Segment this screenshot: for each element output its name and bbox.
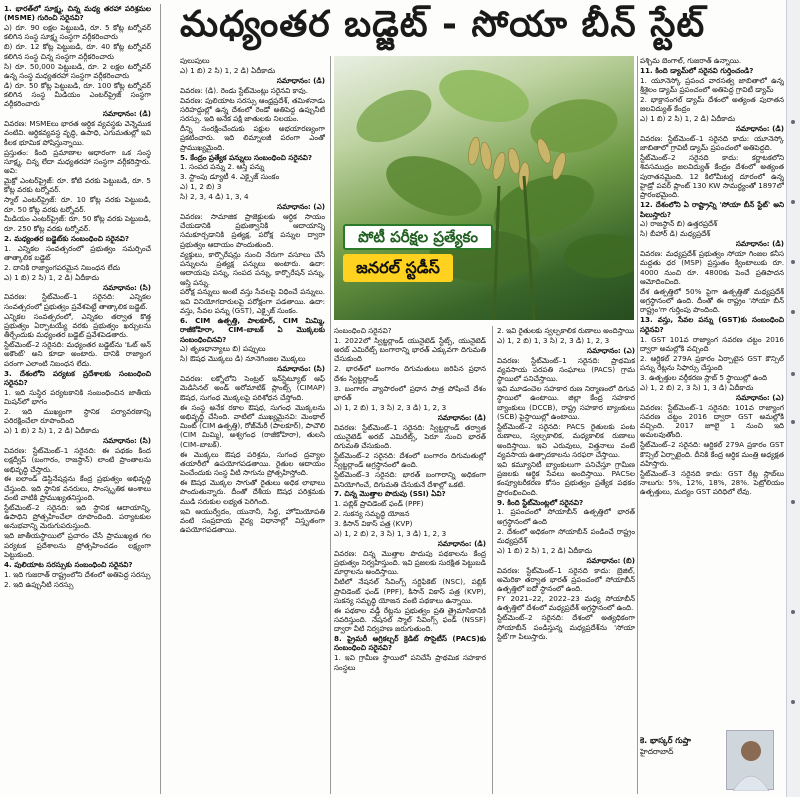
column-paragraph: స్టేట్‌మెంట్–2 సరైనది కాదు: కర్ణాటకలోని శివసముద్రం జలవిద్యుత్ కేంద్రం దేశంలో అత్యంత పురాతనమైంది. 12 కిలోమీటర్ల దూరంలో ఉన్న హైడ్రో పవర్ ప్లాంట్ 130 KW సామర్థ్యంతో 1897లో ప్రారంభమైంది. [640,153,784,200]
column-paragraph: 3. బంగారం వ్యాపారంలో ప్రధాన పాత్ర పోషించే దేశం భారత్ [334,383,486,402]
column-paragraph: పశ్చిమ బెంగాల్, గుజరాత్ ఉన్నాయి. [640,56,742,65]
column-paragraph: FY 2021–22, 2022–23 మధ్య సోయాబీన్ ఉత్పత్తిలో దేశంలో మధ్యప్రదేశ్ అగ్రస్థానంలో ఉంది. [497,594,635,613]
column-paragraph: సమాధానం: (బి) [586,555,635,565]
column-paragraph: స్టేట్‌మెంట్–2 సరైనది: దేశంలో అత్యధికంగా సోయాబీన్ పండిస్తున్న మధ్యప్రదేశ్‌ను 'సోయా స్టేట్'గా పిలుస్తారు. [497,613,635,641]
column-paragraph: ఎ) 1, 2 బి) 1, 3 సి) 2, 3 డి) 1, 2, 3 [497,335,610,345]
column-paragraph: 2. దేశంలో అధికంగా సోయాబీన్ పండించే రాష్ట్రం మధ్యప్రదేశ్ [497,526,635,545]
column-paragraph: వివరణ: (డి). రెండు స్టేట్‌మెంట్లు సరైనవి కావు. [180,85,308,95]
column-paragraph: 8. ప్రైమరీ అగ్రికల్చర్ క్రెడిట్ సొసైటీస్ (PACS)కు సంబంధించి సరైనవి? [334,634,486,653]
column-paragraph: వ్యక్తులు, కార్పొరేషన్లు నుంచి నేరుగా వసూలు చేసే పన్నులను ప్రత్యక్ష పన్నులు అంటారు. ఉదా: ఆదాయపు పన్ను, సంపద పన్ను, కార్పొరేషన్ పన్ను, ఆస్తి పన్ను. [180,249,325,287]
column-paragraph: ఎ) 1, 2 బి) 3 [180,182,222,192]
column-paragraph: పులుపులు [180,56,210,65]
column-paragraph: ఇది జాతీయస్థాయిలో ప్రచారం చేసే ప్రాముఖ్యత గల పర్యటక ప్రదేశాలను ప్రోత్సహించడం లక్ష్యంగా పెట్టుకుంది. [4,531,151,559]
edge-dot [791,610,795,614]
column-paragraph: 4. పులియాట సరస్సుకు సంబంధించి సరైనవి? [4,559,133,569]
column-3 [334,326,486,797]
column-paragraph: ఈ మొక్కలు ఔషధ పరిశ్రమ, సుగంధ ద్రవ్యాల తయారీలో ఉపయోగపడతాయి. రైతుల ఆదాయం పెంచేందుకు సంస్థ వీటి సాగును ప్రోత్సహిస్తోంది. [180,449,325,478]
column-paragraph: మీడియం ఎంటర్‌ప్రైజ్: రూ. 50 కోట్ల వరకు పెట్టుబడి, రూ. 250 కోట్ల వరకు టర్నోవర్. [4,214,151,233]
column-paragraph: వివరణ: లక్నోలోని సెంట్రల్ ఇన్‌స్టిట్యూట్ ఆఫ్ మెడిసినల్ అండ్ అరోమాటిక్ ప్లాంట్స్ (CIMAP) ఔషధ, సుగంధ మొక్కలపై పరిశోధన చేస్తోంది. [180,374,325,402]
column-paragraph: 2. ఇది ముఖ్యంగా స్థానిక పర్యావరణాన్ని పరిరక్షించేలా రూపొందింది [4,406,151,426]
column-paragraph: సమాధానం: (డి) [735,124,784,134]
column-paragraph: ఈ సంస్థ అనేక రకాల ఔషధ, సుగంధ మొక్కలను అభివృద్ధి చేసింది. వాటిలో ముఖ్యమైనవి: మెంథాల్ మింట్ (CIM ఉత్పత్తి), రోజ్‌మేరీ (పాలకూర్), పాచౌలి (CIM మిమ్మి), అశ్వగంధ (రాజీకోహిరా), తులసి (CIM–బాబక్). [180,402,325,449]
column-paragraph: 11. కింది డ్యామ్‌లో సరైనవి గుర్తించండి? [640,65,754,75]
column-paragraph: ఎ) 1, 2 బి) 2, 3 సి) 1, 3 డి) 1, 2, 3 [334,528,447,538]
column-paragraph: ఎ) 1 బి) 2 సి) 1, 2 డి) ఏదీకాదు [4,272,100,282]
column-paragraph: ఎ) 1 బి) 2 సి) 1, 2 డి) ఏదీకాదు [640,114,736,124]
edge-dot [791,500,795,504]
column-paragraph: ఈ ఐలాండ్ డెస్టినేషన్లను కేంద్ర ప్రభుత్వం అభివృద్ధి చేస్తుంది. ఇది స్థానిక వనరులు, సాంస్కృతిక అంశాలు వంటి వాటికి ప్రాముఖ్యతనిస్తుంది. [4,474,151,502]
column-paragraph: సమాధానం: (డి) [437,412,486,422]
column-paragraph: వివరణ: స్టేట్‌మెంట్–1 సరైనది: స్విట్జర్లాండ్ తర్వాత యునైటెడ్ అరబ్ ఎమిరేట్స్, పెరూ నుంచి భారత్ దిగుమతి చేసుకుంది. [334,422,486,451]
column-paragraph: సమాధానం: (డి) [437,538,486,548]
column-paragraph: 1. ఇవి గ్రామీణ స్థాయిలో పనిచేసే ప్రాథమిక సహకార సంస్థలు [334,653,486,672]
column-paragraph: 1. ఎన్నికల సంవత్సరంలో ప్రభుత్వం సమర్పించే తాత్కాలిక బడ్జెట్ [4,243,151,262]
column-paragraph: వివరణ: స్టేట్‌మెంట్–1 సరైనది కాదు: బ్రెజిల్, అమెరికా తర్వాత భారత్ ప్రపంచంలో సోయాబీన్ ఉత్పత్తిలో ఐదో స్థానంలో ఉంది. [497,565,635,594]
column-paragraph: వివరణ: సామాజిక ప్రాజెక్టులకు ఆర్థిక సాయం చేయడానికి ప్రభుత్వానికి ఆదాయాన్ని సమకూర్చడానికి ప్రత్యక్ష, పరోక్ష పన్నుల ద్వారా ప్రభుత్వం ఆదాయం పొందుతుంది. [180,211,325,249]
column-paragraph: స్మాల్ ఎంటర్‌ప్రైజ్: రూ. 10 కోట్ల వరకు పెట్టుబడి, రూ. 50 కోట్ల వరకు టర్నోవర్. [4,195,151,214]
column-paragraph: ఎన్నికల సంవత్సరంలో, ఎన్నికల తర్వాత కొత్త ప్రభుత్వం ఏర్పాటయ్యే వరకు ప్రభుత్వం ఖర్చులను తీర్చేందుకు మధ్యంతర బడ్జెట్ ప్రవేశపెడతారు. [4,311,151,340]
column-paragraph: 3. స్టాంపు డ్యూటీ 4. ఎక్సైజ్ సుంకం [180,172,280,182]
column-1 [4,4,151,797]
author-photo [726,730,774,790]
column-paragraph: 7. చిన్న మొత్తాల పొదుపు (SSI) ఏవి? [334,489,446,499]
column-paragraph: 12. దేశంలోని ఏ రాష్ట్రాన్ని 'సోయా బీన్ స్టేట్' అని పిలుస్తారు? [640,200,784,219]
column-paragraph: 2. దానికి రాజ్యాంగపరమైన నిబంధన లేదు [4,262,121,272]
general-studies-badge: జనరల్ స్టడీస్ [343,254,453,282]
column-paragraph: 6. CIM ఉత్పత్తి, పాలకూర్, CIM మిమ్మి, రాజీకోహిరా, CIM–బాబక్ ఏ మొక్కలకు సంబంధించినవి? [180,315,325,344]
column-paragraph: ఈ పథకాల వడ్డీ రేట్లను ప్రభుత్వం ప్రతి త్రైమాసికానికి సవరిస్తుంది. నేషనల్ స్మాల్ సేవింగ్స్ ఫండ్ (NSSF) ద్వారా వీటి నిర్వహణ జరుగుతుంది. [334,605,486,634]
author-place: హైదరాబాద్ [640,747,674,756]
competitive-exams-badge: పోటీ పరీక్షల ప్రత్యేకం [343,224,493,250]
column-paragraph: 3. దేశంలోని పర్యటక ప్రదేశాలకు సంబంధించి సరైనవి? [4,368,151,387]
column-divider [330,56,331,794]
column-paragraph: సమాధానం: (డి) [735,239,784,249]
column-paragraph: ఎ) రూ. 90 లక్షల పెట్టుబడి, రూ. 5 కోట్ల టర్నోవర్ కలిగిన సంస్థ సూక్ష్మ సంస్థగా వర్గీకరించారు [4,23,151,42]
column-divider [492,326,493,794]
column-paragraph: దేశ ఉత్పత్తిలో 50% పైగా ఉత్పత్తితో మధ్యప్రదేశ్ అగ్రస్థానంలో ఉంది. దీంతో ఈ రాష్ట్రం 'సోయా బీన్ రాష్ట్రం'గా గుర్తింపు పొందింది. [640,286,784,315]
column-divider [637,56,638,794]
column-paragraph: ఎ) 1, 2 బి) 2, 3 సి) 1, 3 డి) ఏదీకాదు [640,382,754,392]
column-paragraph: సమాధానం: (ఎ) [277,201,325,211]
column-paragraph: వివరణ: మధ్యప్రదేశ్ ప్రభుత్వం సోయా గింజల కనీస మద్దతు ధర (MSP) ప్రస్తుతం క్వింటాలుకు రూ. 4000 నుంచి రూ. 4800కు పెంచే ప్రతిపాదన ఆమోదించింది. [640,249,784,286]
column-paragraph: 9. కింది స్టేట్‌మెంట్లలో సరైనవి? [497,497,584,507]
edge-dot [791,700,795,704]
column-paragraph: స్టేట్‌మెంట్–2 సరైనది: ఆర్టికల్ 279A ప్రకారం GST కౌన్సిల్ ఏర్పాటైంది. దీనికి కేంద్ర ఆర్థిక మంత్రి అధ్యక్షత వహిస్తారు. [640,440,784,468]
column-paragraph: సమాధానం: (సి) [103,282,151,292]
column-paragraph: ఎ) రాజస్థాన్ బి) ఉత్తరప్రదేశ్ [640,219,718,229]
column-paragraph: స్టేట్‌మెంట్–2 సరైనది: మధ్యంతర బడ్జెట్‌ను 'ఓట్ ఆన్ అకౌంట్' అని కూడా అంటారు. దానికి రాజ్యాంగ పరంగా ఎలాంటి నిబంధన లేదు. [4,340,151,368]
column-paragraph: స్టేట్‌మెంట్–3 సరైనది కాదు: GST రేట్ల స్లాబ్‌లు నాలుగు: 5%, 12%, 18%, 28%. పెట్రోలియం ఉత్పత్తులు, మద్యం GST పరిధిలో లేవు. [640,468,784,497]
edge-dot [791,310,795,314]
column-paragraph: సి) ఔషధ మొక్కలు డి) నూనెగింజల మొక్కలు [180,354,306,364]
column-paragraph: 1. భారత్‌లో సూక్ష్మ, చిన్న మధ్య తరహా పరిశ్రమల (MSME) గురించి సరైనవి? [4,4,151,23]
column-paragraph: స్టేట్‌మెంట్–3 సరైనది: భారత్ బంగారాన్ని అధికంగా వినియోగించే, దిగుమతి చేసుకునే దేశాల్లో ఒకటి. [334,470,486,489]
column-paragraph: స్టేట్‌మెంట్–2 సరైనది: దేశంలో బంగారం దిగుమతుల్లో స్విట్జర్లాండ్ అగ్రస్థానంలో ఉంది. [334,451,486,470]
column-paragraph: వివరణ: స్టేట్‌మెంట్–1 సరైనది: ఎన్నికల సంవత్సరంలో ప్రభుత్వం ప్రవేశపెట్టే తాత్కాలిక బడ్జెట్. [4,292,151,311]
column-paragraph: సమాధానం: (డి) [276,75,325,85]
column-5 [640,56,784,797]
column-paragraph: సమాధానం: (సి) [277,364,325,374]
column-paragraph: ఎ) 1 బి) 2 సి) 1, 2 డి) ఏదీకాదు [497,545,593,555]
column-paragraph: వీటిలో నేషనల్ సేవింగ్స్ సర్టిఫికెట్ (NSC), పబ్లిక్ ప్రావిడెంట్ ఫండ్ (PPF), కిసాన్ వికాస్ పత్ర (KVP), సుకన్య సమృద్ధి యోజన వంటి పథకాలు ఉన్నాయి. [334,577,486,605]
column-paragraph: 1. ఇది సుస్థిర పర్యటకానికి సంబంధించిన జాతీయ మిషన్‌లో భాగం [4,387,151,407]
edge-dot [791,420,795,424]
column-paragraph: వివరణ: స్టేట్‌మెంట్–1 సరైనది కాదు: యూనెస్కో జాబితాలో గ్రావిటీ డ్యామ్ ప్రపంచంలో అతిపెద్దది. [640,133,784,153]
column-paragraph: సంబంధించి సరైనవి? [334,326,392,335]
column-paragraph: 1. యూనెస్కో ప్రపంచ వారసత్వ జాబితాలో ఉన్న శ్రీశైలం డ్యామ్ ప్రపంచంలో అతిపెద్ద గ్రావిటీ డ్యామ్ [640,75,784,95]
page-edge-strip [786,0,800,797]
column-paragraph: ఇవి ఆయుర్వేదం, యునానీ, సిద్ధ, హోమియోపతి వంటి సంప్రదాయ వైద్య విధానాల్లో విస్తృతంగా ఉపయోగపడతాయి. [180,506,325,535]
column-paragraph: ప్రస్తుతం: కింది ప్రమాణాల ఆధారంగా ఒక సంస్థ సూక్ష్మ, చిన్న లేదా మధ్యతరహా సంస్థగా వర్గీకరిస్తారు. అవి: [4,147,151,176]
column-paragraph: వివరణ: స్టేట్‌మెంట్–1 సరైనది: ఈ పథకం కింద లక్షద్వీప్ (బంగారం, రాజస్థాన్) లాంటి ప్రాంతాలను అభివృద్ధి చేస్తారు. [4,445,151,474]
column-paragraph: సమాధానం: (సి) [103,436,151,446]
column-paragraph: ఎ) 1, 2 బి) 1, 3 సి) 2, 3 డి) 1, 2, 3 [334,402,447,412]
column-paragraph: 5. కేంద్రం ప్రత్యేక పన్నులు సంబంధించి సరైనవి? [180,152,313,162]
person-icon [727,731,775,791]
column-paragraph: 3. కిసాన్ వికాస్ పత్ర (KVP) [334,519,413,529]
column-paragraph: 1. 2022లో స్విట్జర్లాండ్ యునైటెడ్ స్టేట్స్, యునైటెడ్ అరబ్ ఎమిరేట్స్ బంగారాన్ని భారత్ ఎక్కువగా దిగుమతి చేసుకుంది [334,335,486,364]
column-paragraph: 1. ఇది గుజరాత్ రాష్ట్రంలోని దేశంలో అతిపెద్ద సరస్సు [4,569,151,579]
column-paragraph: ఎ) 1 బి) 2 సి) 1, 2 డి) ఏదీకాదు [4,426,100,436]
column-paragraph: సి) రూ. 50,000 పెట్టుబడి, రూ. 2 లక్షల టర్నోవర్ ఉన్న సంస్థ మధ్యతరహా సంస్థగా వర్గీకరించారు [4,61,151,80]
column-paragraph: 2. ఇది ఉప్పునీటి సరస్సు [4,579,74,589]
column-paragraph: బి) రూ. 12 కోట్ల పెట్టుబడి, రూ. 40 కోట్ల టర్నోవర్ కలిగిన సంస్థ చిన్న సంస్థగా వర్గీకరించారు [4,42,151,61]
edge-dot [791,372,795,376]
column-paragraph: పరోక్ష పన్నులు అంటే వస్తు సేవలపై విధించే పన్నులు. ఇవి వినియోగదారులపై పరోక్షంగా పడతాయి. ఉదా: వస్తు, సేవల పన్ను (GST), ఎక్సైజ్ సుంకం. [180,287,325,316]
column-paragraph: 2. భారత్‌లో బంగారం దిగుమతులు జరిపిన ప్రధాన దేశం స్విట్జర్లాండ్ [334,364,486,383]
column-paragraph: దీన్ని సంరక్షించేందుకు పక్షుల అభయారణ్యంగా ప్రకటించారు. ఇది లిమ్నాలజీ పరంగా ఎంతో ప్రాముఖ్యమైంది. [180,124,325,152]
column-paragraph: 1. పబ్లిక్ ప్రావిడెంట్ ఫండ్ (PPF) [334,499,424,509]
column-paragraph: 1. ప్రపంచంలో సోయాబీన్ ఉత్పత్తిలో భారత్ అగ్రస్థానంలో ఉంది [497,507,635,526]
column-paragraph: 2. భాక్రానంగల్ డ్యామ్ దేశంలో అత్యంత పురాతన జలవిద్యుత్ కేంద్రం [640,94,784,114]
page-headline: మధ్యంతర బడ్జెట్ - సోయా బీన్ స్టేట్ [180,4,706,45]
column-paragraph: ఈ ఔషధ మొక్కల సాగుతో రైతులు అధిక లాభాలు పొందుతున్నారు. దీంతో దేశీయ ఔషధ పరిశ్రమకు ముడి సరుకుల లభ్యత పెరిగింది. [180,478,325,506]
column-paragraph: 2. సుకన్య సమృద్ధి యోజన [334,509,410,519]
column-paragraph: 1. GST 101వ రాజ్యాంగ సవరణ చట్టం 2016 ద్వారా అమల్లోకి వచ్చింది [640,334,784,353]
column-2 [180,56,325,797]
column-paragraph: సమాధానం: (డి) [102,109,151,119]
column-paragraph: సి) బీహార్ డి) మధ్యప్రదేశ్ [640,229,711,239]
column-paragraph: సమాధానం: (ఎ) [736,392,784,402]
column-paragraph: మైక్రో ఎంటర్‌ప్రైజ్: రూ. కోటి వరకు పెట్టుబడి, రూ. 5 కోట్ల వరకు టర్నోవర్. [4,176,151,195]
column-paragraph: వివరణ: పులియాట సరస్సు ఆంధ్రప్రదేశ్, తమిళనాడు సరిహద్దుల్లో ఉన్న దేశంలో రెండో అతిపెద్ద ఉప్పునీటి సరస్సు. ఇది అనేక పక్షి జాతులకు నిలయం. [180,95,325,124]
author-name: కె. భాస్కర్ గుప్తా [640,736,691,745]
column-paragraph: స్టేట్‌మెంట్–2 సరైనది: PACS రైతులకు పంట రుణాలు, స్వల్పకాలిక, మధ్యకాలిక రుణాలు అందిస్తాయి. ఇవి ఎరువులు, విత్తనాలు వంటి వ్యవసాయ ఉత్పాదకాలను సరఫరా చేస్తాయి. [497,421,635,459]
column-paragraph: ఇవి మూడంచెల సహకార రుణ నిర్మాణంలో దిగువ స్థాయిలో ఉంటాయి. జిల్లా కేంద్ర సహకార బ్యాంకులు (DCCB), రాష్ట్ర సహకార బ్యాంకులు (SCB) పైస్థాయిల్లో ఉంటాయి. [497,384,635,422]
column-paragraph: సమాధానం: (ఎ) [587,345,635,355]
column-paragraph: ఎ) తృణధాన్యాలు బి) పప్పులు [180,344,266,354]
edge-dot [791,120,795,124]
column-paragraph: 3. ఉత్పత్తుల వర్గీకరణ స్లాబ్ 5 స్థాయిల్లో ఉంది [640,372,768,382]
edge-dot [791,200,795,204]
column-paragraph: వివరణ: స్టేట్‌మెంట్–1 సరైనది: ప్రాథమిక వ్యవసాయ పరపతి సంఘాలు (PACS) గ్రామ స్థాయిలో పనిచేస్తాయి. [497,355,635,384]
column-paragraph: ఎ) 1 బి) 2 సి) 1, 2 డి) ఏదీకాదు [180,65,276,75]
column-4 [497,326,635,797]
column-paragraph: 2. ఆర్టికల్ 279A ప్రకారం ఏర్పాటైన GST కౌన్సిల్ పన్ను రేట్లను సిఫార్సు చేస్తుంది [640,353,784,372]
column-divider [160,4,161,794]
column-paragraph: వివరణ: చిన్న మొత్తాల పొదుపు పథకాలను కేంద్ర ప్రభుత్వం నిర్వహిస్తుంది. ఇవి ప్రజలకు సురక్షిత పెట్టుబడి మార్గాలను అందిస్తాయి. [334,548,486,577]
column-paragraph: ఇవి కమ్యూనిటీ బ్యాంకులుగా పనిచేస్తూ గ్రామీణ ప్రజలకు ఆర్థిక సేవలు అందిస్తాయి. PACSల కంప్యూటరీకరణ కోసం ప్రభుత్వం ప్రత్యేక పథకం ప్రారంభించింది. [497,459,635,497]
column-paragraph: వివరణ: స్టేట్‌మెంట్–1 సరైనది: 101వ రాజ్యాంగ సవరణ చట్టం 2016 ద్వారా GST అమల్లోకి వచ్చింది. 2017 జూలై 1 నుంచి ఇది అమలవుతోంది. [640,402,784,440]
column-paragraph: 13. వస్తు, సేవల పన్ను (GST)కు సంబంధించి సరైనవి? [640,315,784,334]
column-paragraph: వివరణ: MSMEలు భారత ఆర్థిక వ్యవస్థకు వెన్నెముక వంటివి. ఆర్థికవ్యవస్థ వృద్ధి, ఉపాధి, ఎగుమతుల్లో ఇవి కీలక భూమిక పోషిస్తున్నాయి. [4,119,151,147]
column-paragraph: సి) 2, 3, 4 డి) 1, 3, 4 [180,192,249,202]
column-paragraph: 1. సంపద పన్ను 2. ఆస్తి పన్ను [180,162,265,172]
column-paragraph: స్టేట్‌మెంట్–2 సరైనది: ఇది స్థానిక ఆదాయాన్ని, ఉపాధిని ప్రోత్సహించేలా రూపొందింది. పర్యాటకుల అనుభవాన్ని మెరుగుపరుస్తుంది. [4,502,151,531]
column-paragraph: 2. ఇవి రైతులకు స్వల్పకాలిక రుణాలు అందిస్తాయి [497,326,635,335]
column-paragraph: డి) రూ. 50 కోట్ల పెట్టుబడి, రూ. 100 కోట్ల టర్నోవర్ కలిగిన సంస్థ మీడియం ఎంటర్‌ప్రైజ్ సంస్థగా వర్గీకరించారు [4,80,151,109]
column-paragraph: 2. మధ్యంతర బడ్జెట్‌కు సంబంధించి సరైనవి? [4,233,130,243]
edge-dot [791,260,795,264]
